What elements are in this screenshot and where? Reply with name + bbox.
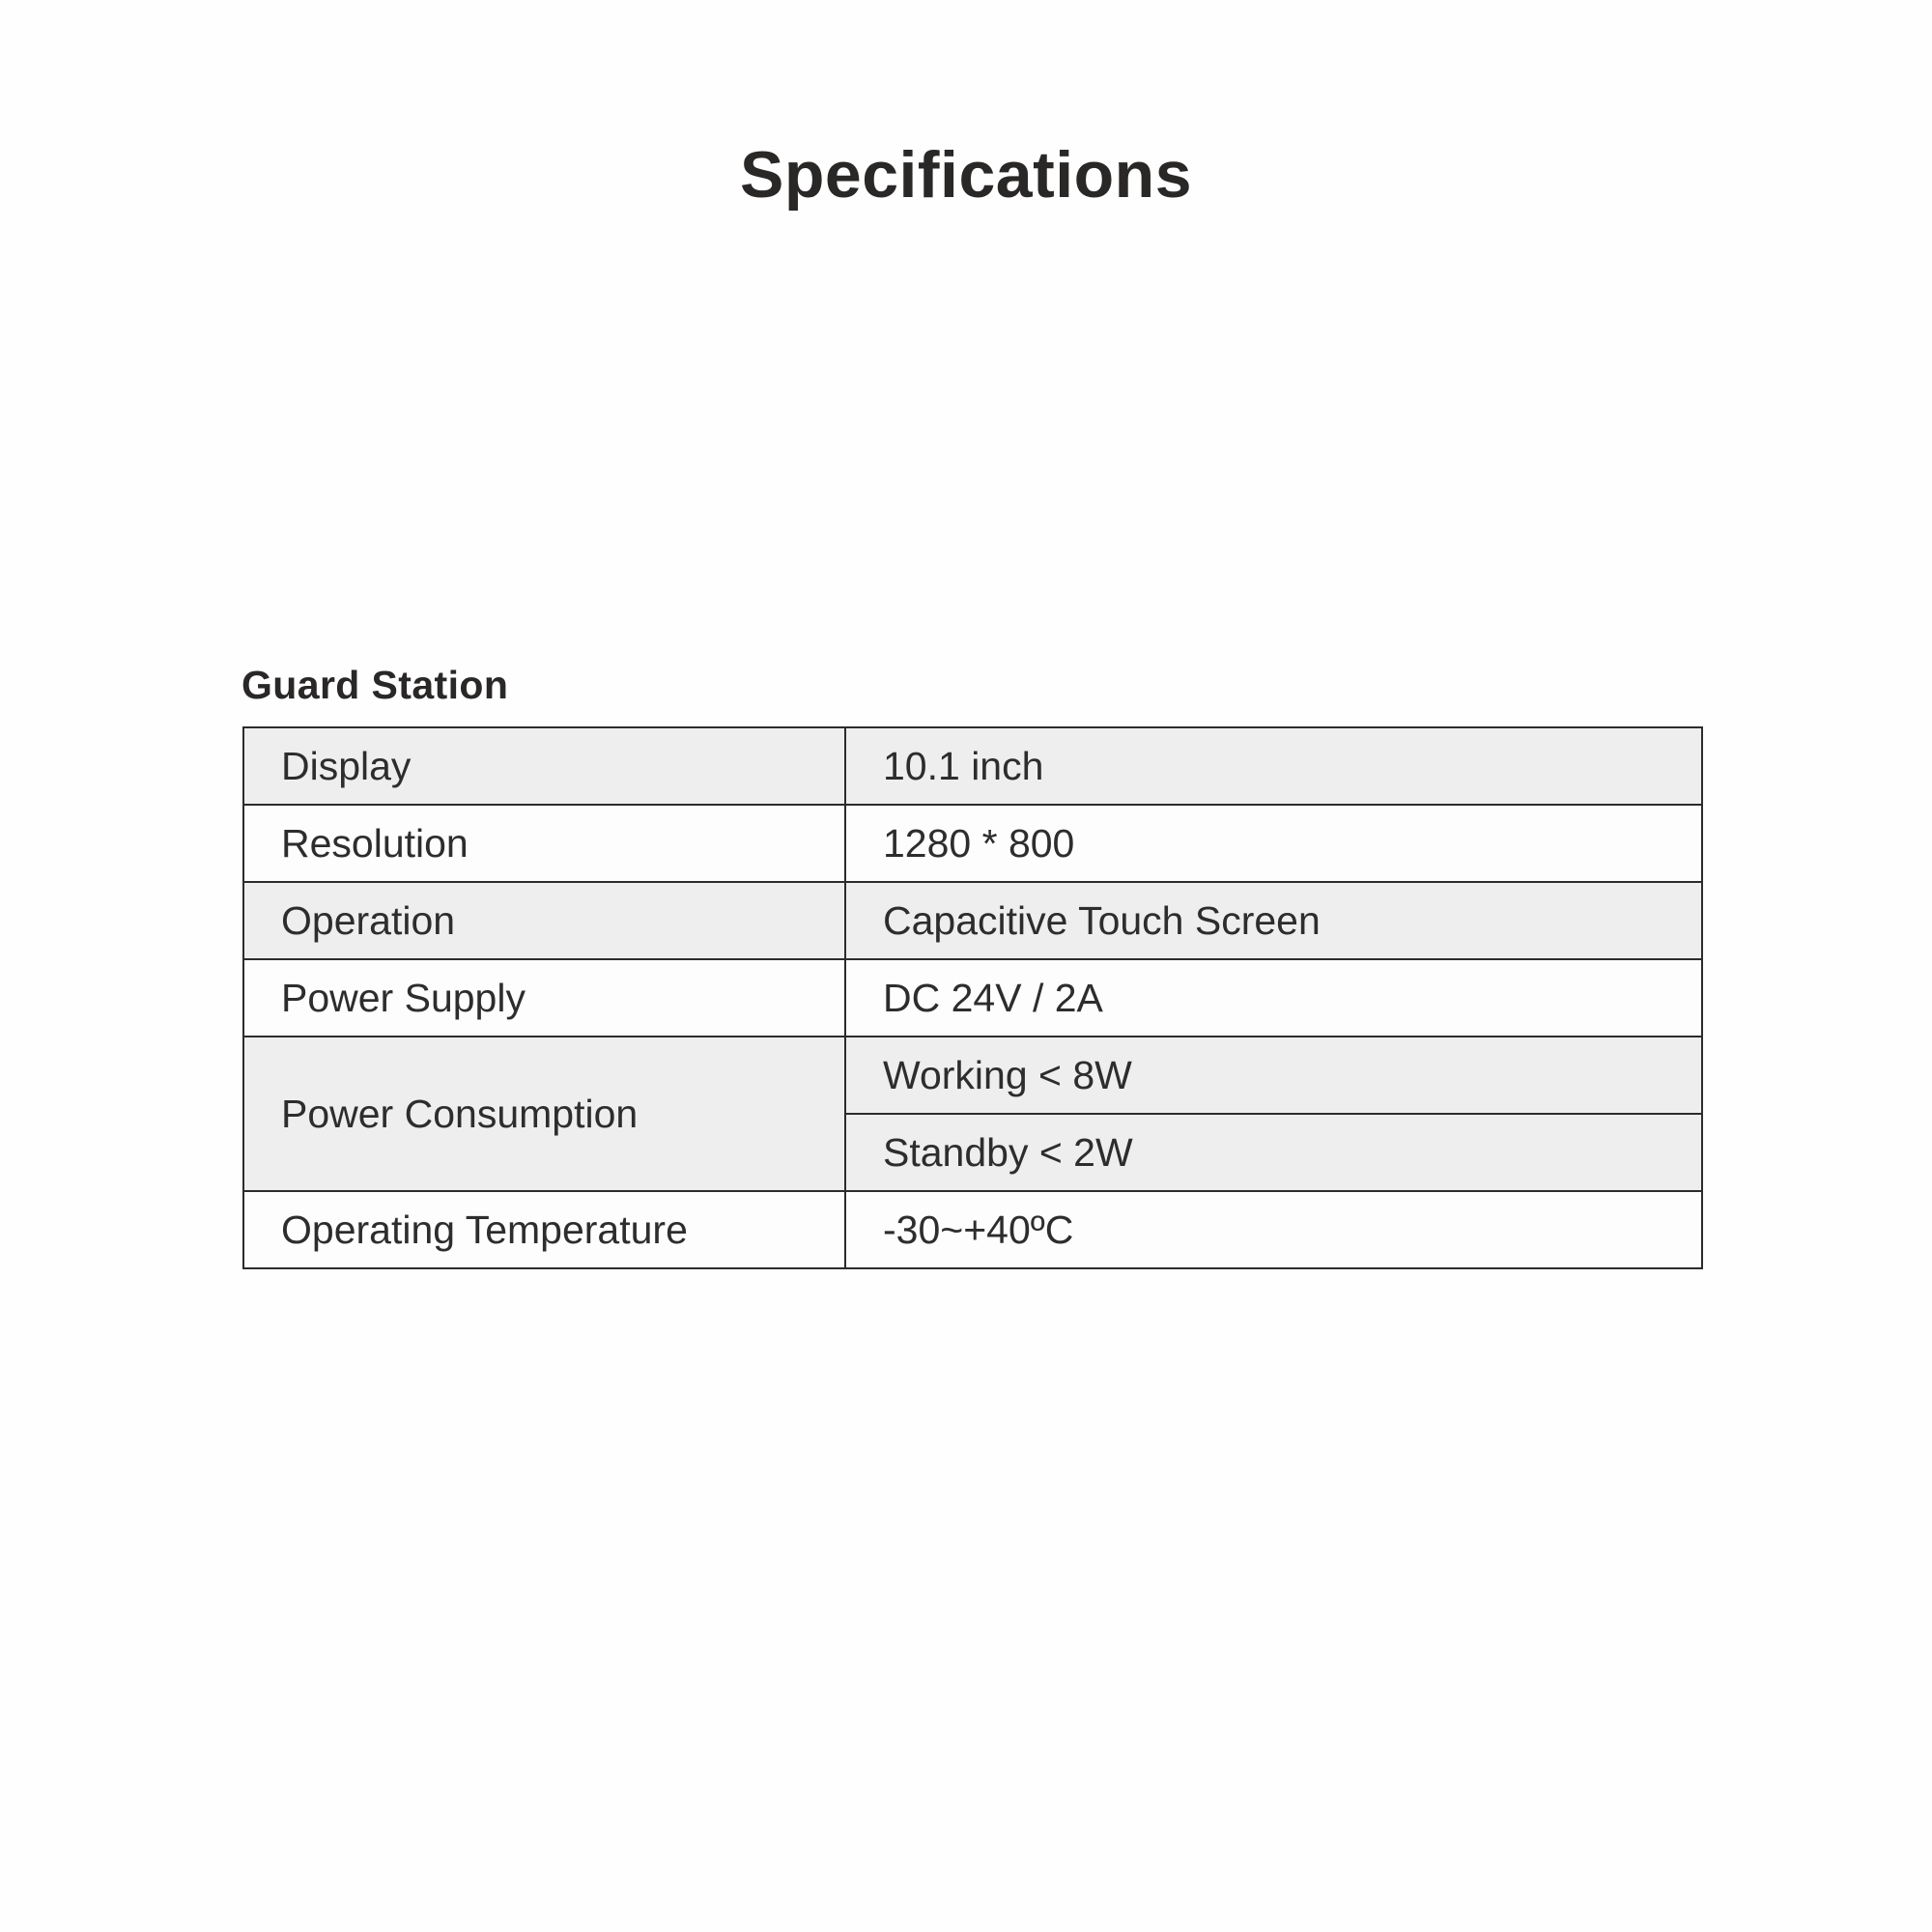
spec-row-resolution — [243, 805, 1702, 882]
spec-table — [242, 726, 1703, 1269]
spec-row-operating-temperature — [243, 1191, 1702, 1268]
spec-label: Display — [243, 727, 845, 805]
page-title: Specifications — [739, 138, 1193, 212]
spec-label: Power Consumption — [243, 1037, 845, 1191]
spec-label: Operation — [243, 882, 845, 959]
spec-label: Power Supply — [243, 959, 845, 1037]
spec-value-standby: Standby < 2W — [845, 1114, 1702, 1191]
spec-row-operation — [243, 882, 1702, 959]
spec-value: Capacitive Touch Screen — [845, 882, 1702, 959]
spec-row-power-supply — [243, 959, 1702, 1037]
spec-value-working: Working < 8W — [845, 1037, 1702, 1114]
spec-value: DC 24V / 2A — [845, 959, 1702, 1037]
spec-value: 10.1 inch — [845, 727, 1702, 805]
spec-label: Operating Temperature — [243, 1191, 845, 1268]
spec-value: 1280 * 800 — [845, 805, 1702, 882]
spec-row-power-consumption-working — [243, 1037, 1702, 1114]
spec-value: -30~+40ºC — [845, 1191, 1702, 1268]
section-title-guard-station: Guard Station — [242, 663, 509, 707]
spec-row-display — [243, 727, 1702, 805]
spec-label: Resolution — [243, 805, 845, 882]
